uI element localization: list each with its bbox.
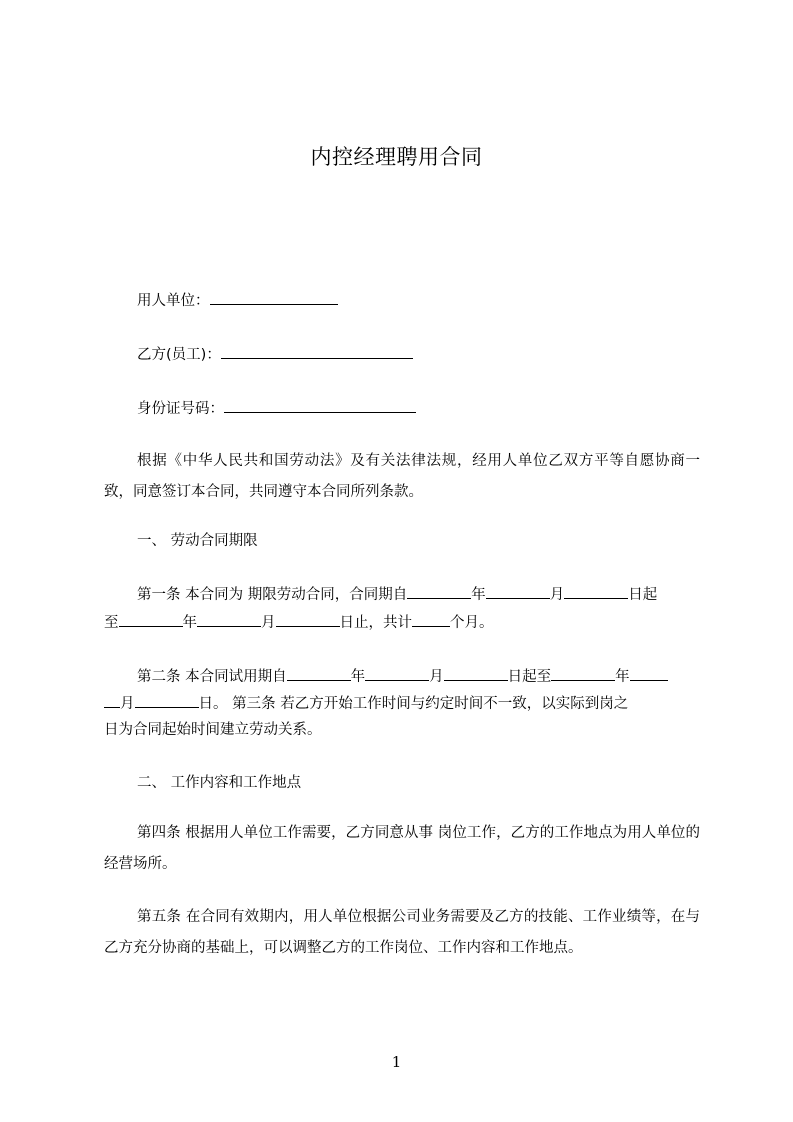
article-2-line-2	[104, 693, 628, 714]
article-5-paragraph: 第五条 在合同有效期内，用人单位根据公司业务需要及乙方的技能、工作业绩等，在与乙方充分协商的基础上，可以调整乙方的工作岗位、工作内容和工作地点。	[104, 909, 700, 956]
months-blank	[412, 612, 450, 627]
employer-label: 用人单位：	[137, 293, 210, 309]
year-label: 年	[182, 615, 197, 631]
intro-paragraph: 根据《中华人民共和国劳动法》及有关法律法规，经用人单位乙双方平等自愿协商一致，同意签订本合同，共同遵守本合同所列条款。	[104, 453, 700, 500]
article-1-text: 第一条 本合同为 期限劳动合同，合同期自	[137, 587, 408, 603]
end-day-blank	[276, 612, 340, 627]
probation-end-month-blank-part1	[630, 666, 668, 681]
employee-field	[137, 344, 413, 365]
article-2-text: 第二条 本合同试用期自	[137, 669, 287, 685]
employee-label: 乙方(员工)：	[137, 347, 221, 363]
month-label: 月	[429, 669, 444, 685]
start-to-label: 日起至	[507, 669, 552, 685]
employee-blank	[221, 344, 413, 359]
end-text: 日止，共计	[339, 615, 412, 631]
page-number: 1	[391, 1053, 402, 1071]
employer-blank	[210, 290, 338, 305]
section-heading-work: 二、 工作内容和工作地点	[137, 775, 302, 791]
id-number-label: 身份证号码：	[137, 401, 224, 417]
start-year-blank	[407, 584, 471, 599]
article-3-line-2: 日为合同起始时间建立劳动关系。	[104, 722, 322, 738]
year-label: 年	[471, 587, 486, 603]
article-1-line-1	[137, 584, 657, 605]
id-number-blank	[224, 398, 416, 413]
probation-start-year-blank	[287, 666, 351, 681]
end-year-blank	[119, 612, 183, 627]
article-4-paragraph: 第四条 根据用人单位工作需要，乙方同意从事 岗位工作，乙方的工作地点为用人单位的经营场所。	[104, 825, 700, 872]
page-title: 内控经理聘用合同	[310, 145, 483, 169]
probation-end-year-blank	[551, 666, 615, 681]
year-label: 年	[350, 669, 366, 685]
months-label: 个月。	[450, 615, 494, 631]
article-3-text: 日。 第三条 若乙方开始工作时间与约定时间不一致，以实际到岗之	[198, 696, 629, 712]
end-month-blank	[197, 612, 261, 627]
id-number-field	[137, 398, 416, 419]
probation-start-month-blank	[365, 666, 429, 681]
month-label: 月	[549, 587, 565, 603]
year-label: 年	[615, 669, 630, 685]
probation-start-day-blank	[444, 666, 508, 681]
to-label: 至	[104, 615, 119, 631]
probation-end-month-blank-part2	[104, 693, 120, 708]
start-day-blank	[564, 584, 628, 599]
month-label: 月	[120, 696, 135, 712]
employer-field	[137, 290, 338, 311]
section-heading-term: 一、 劳动合同期限	[137, 533, 258, 549]
article-2-line-1	[137, 666, 668, 687]
probation-end-day-blank	[135, 693, 199, 708]
start-month-blank	[486, 584, 550, 599]
article-1-line-2	[104, 612, 494, 633]
day-label: 日起	[628, 587, 658, 603]
month-label: 月	[261, 615, 276, 631]
